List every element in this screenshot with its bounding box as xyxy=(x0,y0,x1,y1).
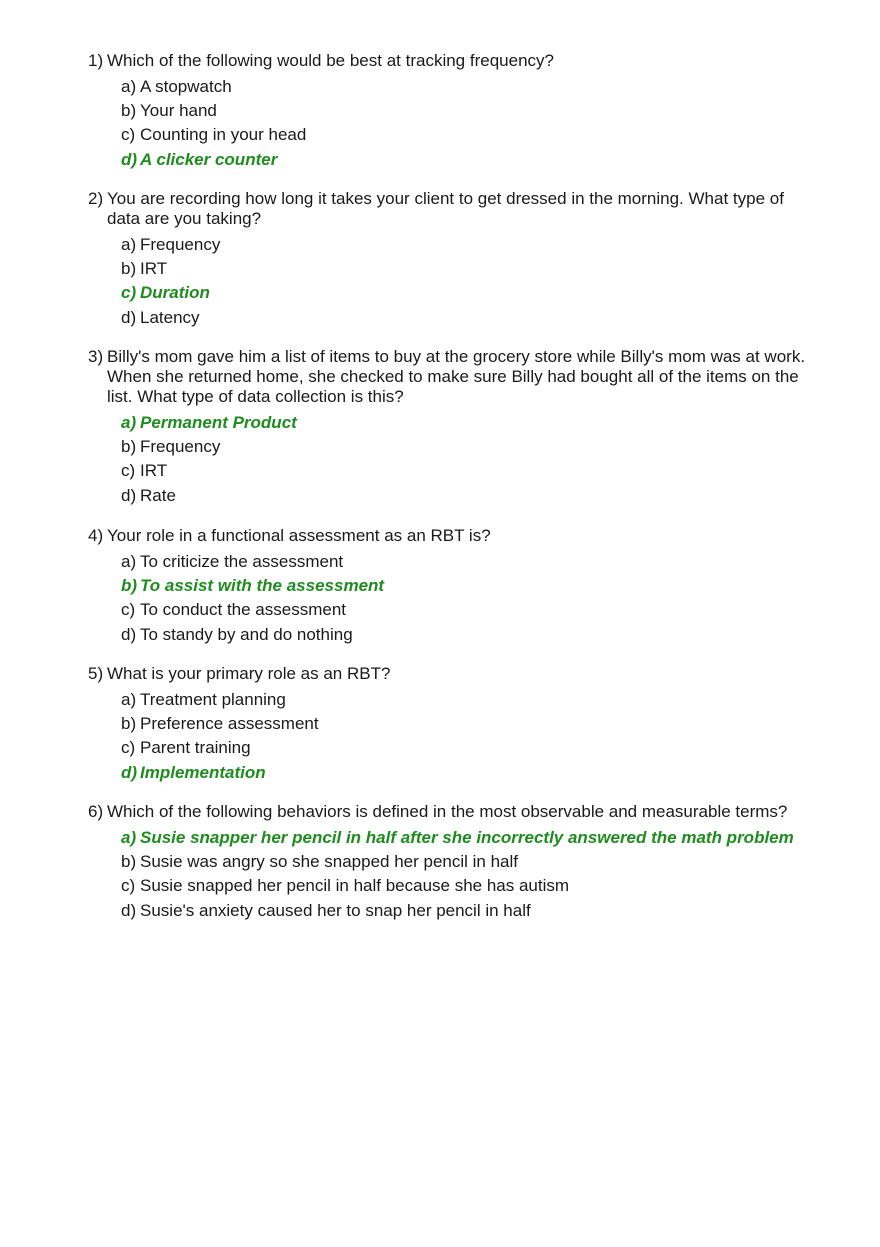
option-text: Susie's anxiety caused her to snap her pencil in half xyxy=(140,900,531,920)
option-text: Frequency xyxy=(140,235,221,254)
question-4 xyxy=(88,526,818,647)
option-letter: d) xyxy=(121,900,137,920)
option-letter: c) xyxy=(121,283,137,303)
option-list xyxy=(88,233,818,330)
question-number: 5) xyxy=(88,664,104,683)
option-letter: c) xyxy=(121,461,136,481)
option-letter: d) xyxy=(121,762,138,782)
option-c xyxy=(121,459,818,483)
question-number: 6) xyxy=(88,802,104,821)
option-text: IRT xyxy=(140,461,168,481)
option-text: Implementation xyxy=(140,762,266,782)
option-text: Treatment planning xyxy=(140,690,286,709)
option-c xyxy=(121,874,818,898)
option-text: To standy by and do nothing xyxy=(140,624,353,644)
option-a xyxy=(121,688,818,712)
option-letter: b) xyxy=(121,576,138,596)
option-d xyxy=(121,623,818,647)
option-letter: d) xyxy=(121,624,137,644)
option-a xyxy=(121,550,818,574)
question-text: Billy's mom gave him a list of items to buy at the grocery store while Billy's mom was at work. When she returned home, she checked to make sure Billy had bought all of the items on the list. What type of data collection is this? xyxy=(107,347,806,406)
option-d xyxy=(121,899,818,923)
option-text: Susie snapped her pencil in half because she has autism xyxy=(140,876,570,896)
option-text: Frequency xyxy=(140,437,221,457)
question-text: Which of the following would be best at tracking frequency? xyxy=(107,51,554,70)
question-number: 2) xyxy=(88,189,104,208)
option-letter: b) xyxy=(121,437,137,457)
option-text: Duration xyxy=(140,283,210,303)
option-list xyxy=(88,411,818,508)
question-text: You are recording how long it takes your client to get dressed in the morning. What type of data are you taking? xyxy=(107,189,784,228)
option-d xyxy=(121,761,818,785)
question-6 xyxy=(88,802,818,923)
option-b xyxy=(121,435,818,459)
option-b xyxy=(121,574,818,598)
option-letter: d) xyxy=(121,149,138,169)
option-c xyxy=(121,598,818,622)
option-letter: d) xyxy=(121,485,137,505)
option-letter: a) xyxy=(121,77,137,96)
option-letter: d) xyxy=(121,307,137,327)
option-a xyxy=(121,411,818,435)
option-text: A clicker counter xyxy=(140,149,278,169)
option-letter: b) xyxy=(121,101,137,121)
option-letter: a) xyxy=(121,690,137,709)
option-letter: b) xyxy=(121,259,137,279)
option-text: Rate xyxy=(140,485,176,505)
option-text: Susie was angry so she snapped her pencil in half xyxy=(140,852,519,872)
option-a xyxy=(121,75,818,99)
question-5 xyxy=(88,664,818,785)
question-text: Which of the following behaviors is defined in the most observable and measurable terms? xyxy=(107,802,788,821)
question-3 xyxy=(88,347,818,508)
option-b xyxy=(121,257,818,281)
question-1 xyxy=(88,51,818,172)
option-letter: a) xyxy=(121,552,137,571)
option-c xyxy=(121,123,818,147)
option-c xyxy=(121,736,818,760)
option-text: To assist with the assessment xyxy=(140,576,385,596)
question-text: Your role in a functional assessment as an RBT is? xyxy=(107,526,491,545)
option-letter: a) xyxy=(121,235,137,254)
option-text: To conduct the assessment xyxy=(140,600,347,620)
option-d xyxy=(121,484,818,508)
option-b xyxy=(121,850,818,874)
option-a xyxy=(121,826,818,850)
option-text: IRT xyxy=(140,259,168,279)
option-list xyxy=(88,688,818,785)
option-d xyxy=(121,306,818,330)
option-c xyxy=(121,281,818,305)
option-text: Your hand xyxy=(140,101,217,121)
option-letter: a) xyxy=(121,828,137,847)
option-text: Preference assessment xyxy=(140,714,319,734)
option-text: Latency xyxy=(140,307,200,327)
question-number: 3) xyxy=(88,347,104,366)
option-letter: c) xyxy=(121,125,136,145)
option-letter: b) xyxy=(121,852,137,872)
option-text: Susie snapper her pencil in half after she incorrectly answered the math problem xyxy=(140,828,794,847)
option-text: Permanent Product xyxy=(140,413,297,432)
option-text: Counting in your head xyxy=(140,125,307,145)
option-text: Parent training xyxy=(140,738,251,758)
question-number: 4) xyxy=(88,526,104,545)
question-text: What is your primary role as an RBT? xyxy=(107,664,391,683)
option-letter: c) xyxy=(121,738,136,758)
option-letter: c) xyxy=(121,600,136,620)
option-text: To criticize the assessment xyxy=(140,552,344,571)
option-b xyxy=(121,712,818,736)
option-letter: b) xyxy=(121,714,137,734)
option-letter: a) xyxy=(121,413,137,432)
question-number: 1) xyxy=(88,51,104,70)
option-text: A stopwatch xyxy=(140,77,232,96)
question-2 xyxy=(88,189,818,330)
option-list xyxy=(88,75,818,172)
option-d xyxy=(121,148,818,172)
option-b xyxy=(121,99,818,123)
option-list xyxy=(88,550,818,647)
option-list xyxy=(88,826,818,923)
option-a xyxy=(121,233,818,257)
option-letter: c) xyxy=(121,876,136,896)
